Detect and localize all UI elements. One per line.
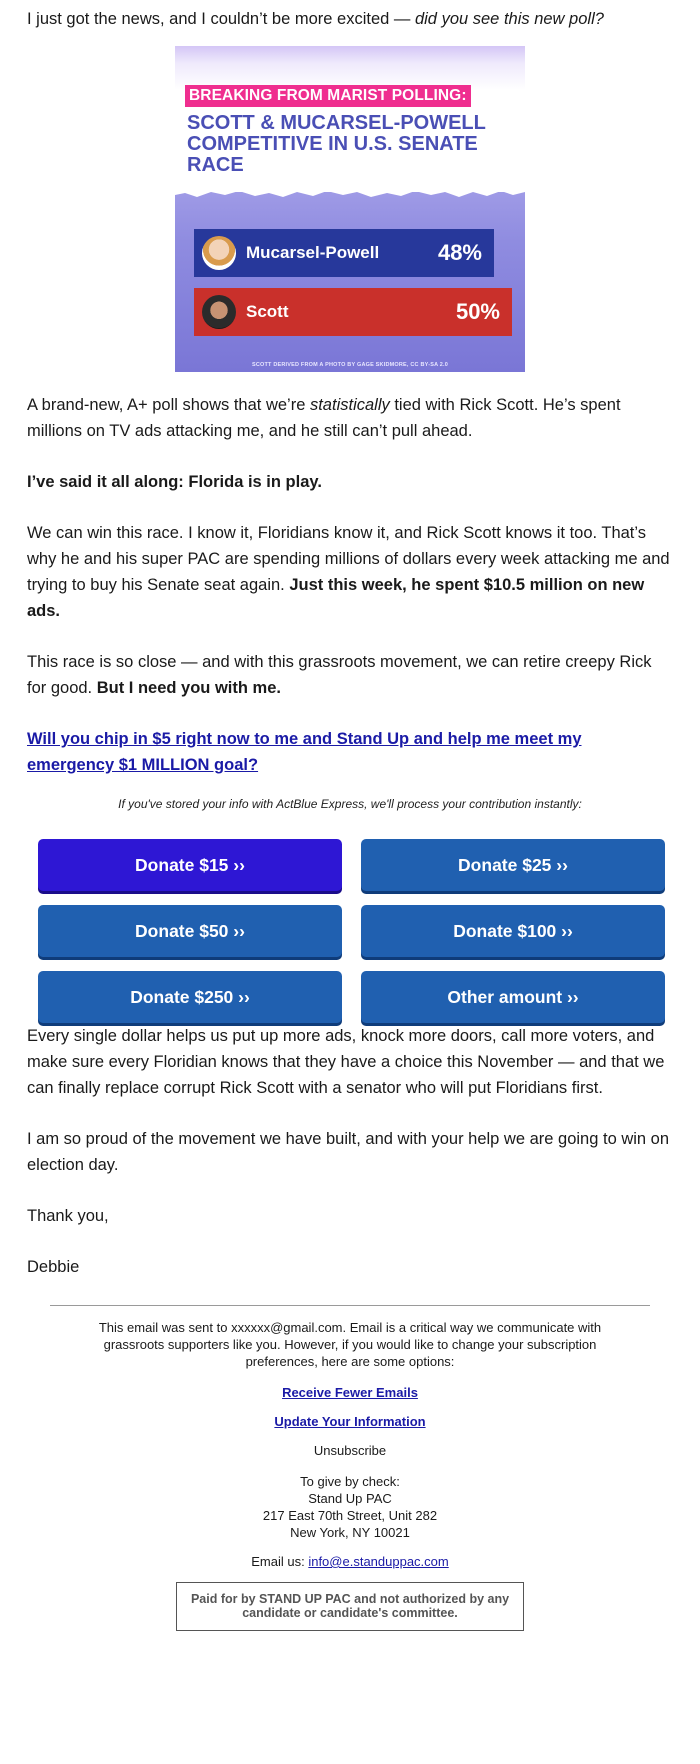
donate-250-button[interactable]: Donate $250 ››	[38, 971, 342, 1023]
text: A brand-new, A+ poll shows that we’re	[27, 396, 310, 414]
other-amount-button[interactable]: Other amount ››	[361, 971, 665, 1023]
avatar	[202, 236, 236, 270]
city-address: New York, NY 10021	[290, 1525, 410, 1540]
torn-paper-edge	[175, 186, 525, 200]
poll-headline: SCOTT & MUCARSEL-POWELL COMPETITIVE IN U.S. SENATE RACE	[187, 112, 486, 176]
contact-email-link[interactable]: info@e.standuppac.com	[308, 1554, 449, 1569]
email-footer	[50, 1305, 650, 1631]
candidate-bar-mucarsel-powell	[194, 229, 494, 277]
donate-100-button[interactable]: Donate $100 ››	[361, 905, 665, 957]
candidate-bar-scott	[194, 288, 512, 336]
every-dollar-paragraph: Every single dollar helps us put up more ads, knock more doors, call more voters, and make sure every Floridian knows that they have a choice this November — and that we can finally replace corrupt Rick Scott with a senator who will put Floridians first.	[27, 1027, 665, 1097]
candidate-percent: 48%	[437, 240, 482, 265]
photo-credit: SCOTT DERIVED FROM A PHOTO BY GAGE SKIDMORE, CC BY-SA 2.0	[251, 362, 449, 368]
email-label: Email us:	[251, 1554, 309, 1569]
intro-text: I just got the news, and I couldn’t be more excited —	[27, 10, 415, 28]
footer-intro: This email was sent to xxxxxx@gmail.com. Email is a critical way we communicate with grassroots supporters like you. However, if you would like to change your subscription preferences, here are some options:	[98, 1320, 602, 1369]
florida-in-play-paragraph	[27, 469, 673, 495]
donate-50-button[interactable]: Donate $50 ››	[38, 905, 342, 957]
candidate-percent: 50%	[455, 299, 500, 324]
poll-graphic	[175, 46, 525, 372]
update-information-link[interactable]: Update Your Information	[274, 1414, 426, 1429]
cta-paragraph	[27, 726, 673, 778]
mailing-address	[50, 1473, 650, 1541]
signature: Debbie	[27, 1258, 80, 1276]
donate-25-button[interactable]: Donate $25 ››	[361, 839, 665, 891]
actblue-note: If you've stored your info with ActBlue Express, we'll process your contribution instantly:	[118, 797, 582, 811]
bold-text: But I need you with me.	[96, 679, 281, 697]
text: This race is so close — and with this grassroots movement, we can retire creepy Rick for good.	[27, 653, 652, 697]
breaking-banner: BREAKING FROM MARIST POLLING:	[185, 85, 471, 107]
org-name: Stand Up PAC	[308, 1491, 392, 1506]
intro-paragraph	[27, 6, 673, 32]
close-race-paragraph	[27, 649, 673, 701]
bold-text: Just this week, he spent $10.5 million on new ads.	[27, 576, 645, 620]
avatar	[202, 295, 236, 329]
donate-15-button[interactable]: Donate $15 ››	[38, 839, 342, 891]
candidate-name: Mucarsel-Powell	[246, 243, 380, 262]
italic-text: statistically	[309, 396, 390, 414]
email-body	[27, 0, 673, 1631]
receive-fewer-emails-link[interactable]: Receive Fewer Emails	[282, 1385, 418, 1400]
race-paragraph	[27, 520, 673, 624]
email-contact	[50, 1553, 650, 1570]
chip-in-link[interactable]: Will you chip in $5 right now to me and Stand Up and help me meet my emergency $1 MILLION goal?	[27, 730, 582, 774]
poll-paragraph	[27, 392, 673, 444]
intro-italic-text: did you see this new poll?	[414, 10, 604, 28]
bold-text: I’ve said it all along: Florida is in play.	[27, 473, 322, 491]
text: We can win this race. I know it, Floridians know it, and Rick Scott knows it too. That’s why he and his super PAC are spending millions of dollars every week attacking me and trying to buy his Senate seat again.	[27, 524, 670, 594]
donate-button-grid	[38, 839, 665, 1023]
paid-for-disclaimer: Paid for by STAND UP PAC and not authorized by any candidate or candidate's committee.	[176, 1582, 524, 1631]
street-address: 217 East 70th Street, Unit 282	[262, 1508, 438, 1523]
text: tied with Rick Scott. He’s spent millions on TV ads attacking me, and he still can’t pull ahead.	[27, 396, 621, 440]
check-label: To give by check:	[300, 1474, 400, 1489]
signoff: Thank you,	[27, 1207, 109, 1225]
proud-paragraph: I am so proud of the movement we have built, and with your help we are going to win on election day.	[27, 1130, 670, 1174]
candidate-name: Scott	[246, 302, 289, 321]
unsubscribe-link[interactable]: Unsubscribe	[313, 1443, 387, 1458]
